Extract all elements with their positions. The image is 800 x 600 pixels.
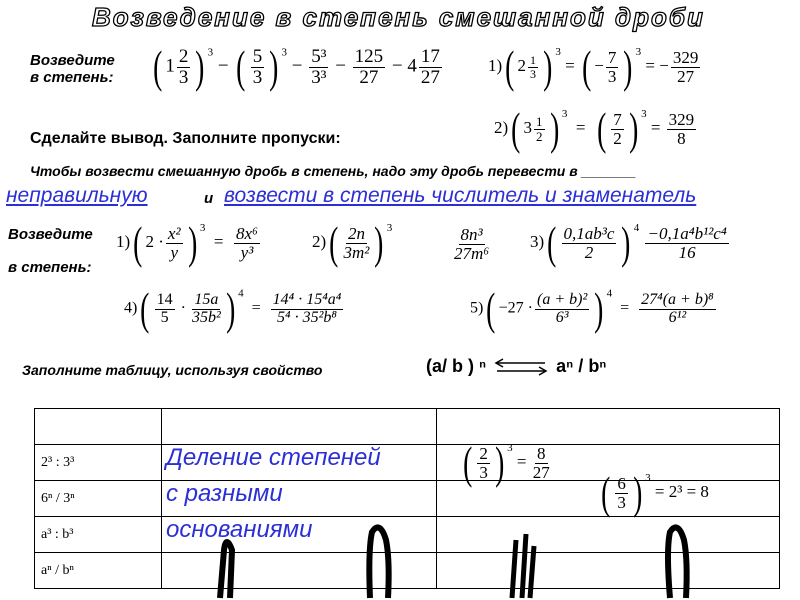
task2-label-line1: Возведите [8, 226, 93, 243]
task1-label [30, 52, 115, 86]
table-cell: 2³ : 3³ [35, 445, 162, 481]
property-right: aⁿ / bⁿ [556, 356, 607, 376]
scribble-stroke [668, 528, 687, 599]
scribble-stroke [220, 542, 232, 598]
task1-label-line1: Возведите [30, 52, 115, 69]
table-result-1: ( $\frac{2}{3}$ ) $^3$ = $\frac{8}{27}$ [463, 437, 550, 488]
task1-example-1: 1)( 2 $\frac{1}{3}$ ) $^3$ = ( − $\frac{7}{3}$ ) $^3$ = − $\frac{329}{27}$ [488, 41, 699, 92]
task1-example-2: 2)( 3 $\frac{1}{2}$ ) $^3$ = ( $\frac{7}{2}$ ) $^3$ = $\frac{329}{8}$ [494, 103, 695, 154]
handwritten-scribbles [200, 510, 720, 600]
table-cell: a³ : b³ [35, 517, 162, 553]
and-word: и [204, 190, 214, 207]
answer-fill-1[interactable]: неправильную [6, 184, 148, 207]
answer-fill-2[interactable]: возвести в степень числитель и знаменатель [224, 184, 697, 207]
table-row [35, 409, 780, 445]
page-title: Возведение в степень смешанной дроби [92, 2, 705, 32]
task2-expr-1: 1)( 2 · $\frac{\text{x²}}{y}$ ) $^3$ = $\frac{\text{8x⁶}}{\text{y³}}$ [116, 217, 258, 268]
table-answer-line-2: с разными [166, 480, 283, 507]
scribble-stroke [512, 534, 534, 598]
task2-result-2: $\frac{\text{8n³}}{\text{27m⁶}}$ [454, 225, 490, 263]
table-cell: 6ⁿ / 3ⁿ [35, 481, 162, 517]
table-answer-line-1: Деление степеней [166, 444, 381, 471]
table-result-2: ( $\frac{6}{3}$ ) $^3$ = 2³ = 8 [601, 467, 709, 518]
property-label: Заполните таблицу, используя свойство [22, 362, 323, 378]
task1-label-line2: в степень: [30, 69, 114, 86]
conclusion-heading: Сделайте вывод. Заполните пропуски: [30, 130, 341, 147]
table-answer-line-3: основаниями [166, 516, 313, 543]
task2-label [8, 226, 93, 276]
property-left: (a/ b ) ⁿ [426, 356, 487, 376]
task1-expression: ( 1 $\frac{2}{3}$ ) $^3$ − ( $\frac{5}{3}$ ) $^3$ − $\frac{\text{5³}}{\text{3³}}$ − $\frac{125}{27}$ − 4 $\frac{17}{27}$ [153, 41, 440, 92]
task2-expr-2: 2)( $\frac{2n}{\text{3m²}}$ ) $^3$ [312, 217, 393, 268]
conclusion-sentence: Чтобы возвести смешанную дробь в степень, надо эту дробь перевести в _______ [30, 163, 637, 179]
task2-expr-3: 3)( $\frac{\text{0,1ab³c}}{2}$ ) $^4$ $\frac{\text{−0,1a⁴b¹²c⁴}}{16}$ [530, 217, 727, 268]
double-arrow-icon [491, 358, 551, 376]
property-formula [426, 356, 606, 377]
task2-label-line2: в степень: [8, 259, 92, 276]
task2-expr-5: 5)( −27 · $\frac{\text{(a + b)²}}{\text{6³}}$ ) $^4$ = $\frac{\text{27⁴(a + b)⁸}}{\text{6¹²}}$ [470, 283, 714, 334]
task2-expr-4: 4)( $\frac{14}{5}$ · $\frac{15a}{\text{35b²}}$ ) $^4$ = $\frac{\text{14⁴ · 15⁴a⁴}}{\text{5⁴ · 35²b⁸}}$ [124, 283, 342, 334]
table-cell: aⁿ / bⁿ [35, 553, 162, 589]
scribble-stroke [369, 528, 388, 599]
